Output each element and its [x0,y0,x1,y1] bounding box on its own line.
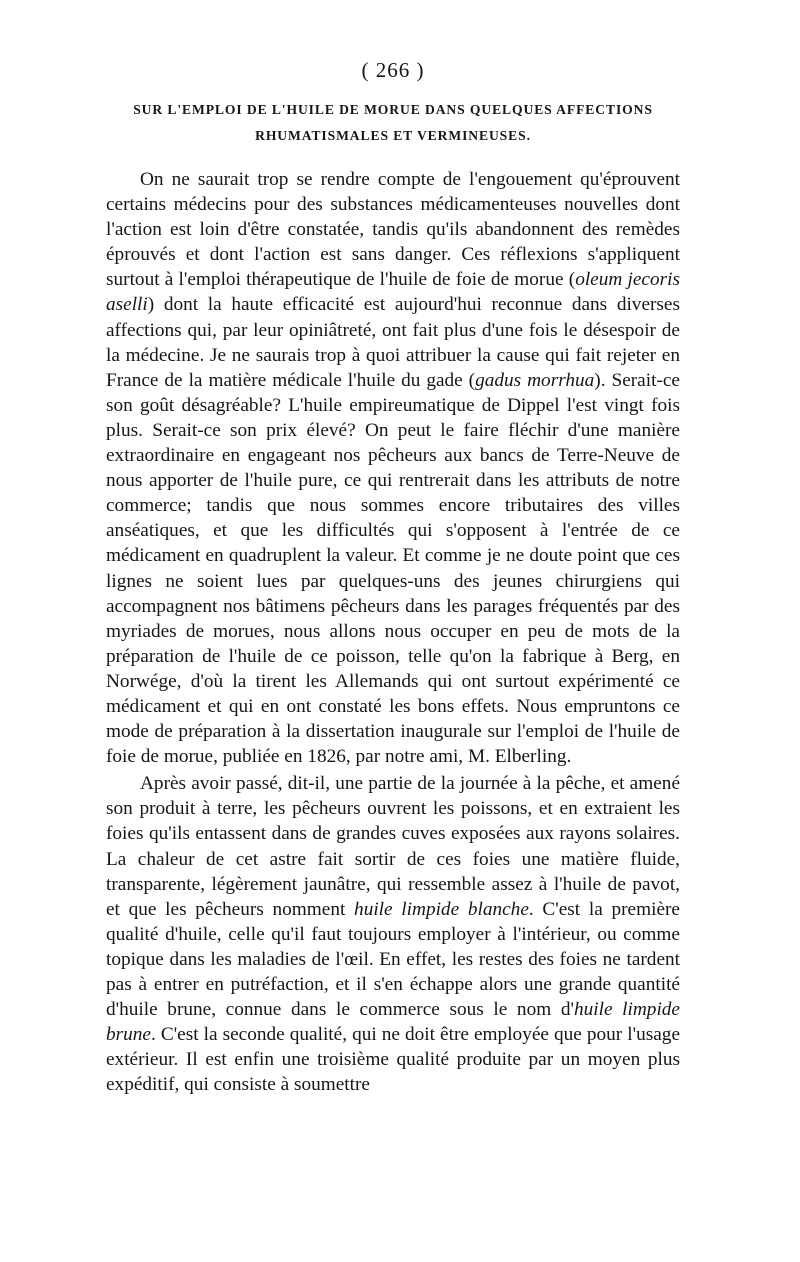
text-segment: ). Serait-ce son goût désagréable? L'huile empireumatique de Dippel l'est vingt fois plus. Serait-ce son prix élevé? On peut le faire fléchir d'une manière extraordinaire en engageant nos pêcheurs aux bancs de Terre-Neuve de nous apporter de l'huile pure, ce qui rentrerait dans les attributs de notre commerce; tandis que nous sommes encore tributaires des villes anséatiques, et que les difficultés qui s'opposent à l'entrée de ce médicament en quadruplent la valeur. Et comme je ne doute point que ces lignes ne soient lues par quelques-uns des jeunes chirurgiens qui accompagnent nos bâtimens pêcheurs dans les parages fréquentés par des myriades de morues, nous allons nous occuper en peu de mots de la préparation de l'huile de ce poisson, telle qu'on la fabrique à Berg, en Norwége, d'où la tirent les Allemands qui ont surtout expérimenté ce médicament et qui en ont constaté les bons effets. Nous empruntons ce mode de préparation à la dissertation inaugurale sur l'emploi de l'huile de foie de morue, publiée en 1826, par notre ami, M. Elberling. [106,369,680,768]
article-title [106,97,680,149]
article-title-line-2: RHUMATISMALES ET VERMINEUSES. [255,128,531,143]
article-title-line-1: SUR L'EMPLOI DE L'HUILE DE MORUE DANS QUELQUES AFFECTIONS [133,102,653,117]
book-page [106,58,680,1097]
italic-term: oleum jecoris aselli [106,269,680,316]
text-segment: On ne saurait trop se rendre compte de l'engouement qu'éprouvent certains médecins pour des substances médicamenteuses nouvelles dont l'action est loin d'être constatée, tandis qu'ils abandonnent des remèdes éprouvés et dont l'action est sans danger. Ces réflexions s'appliquent surtout à l'emploi thérapeutique de l'huile de foie de morue ( [106,169,680,291]
paragraph-2 [106,771,680,1097]
text-segment: Après avoir passé, dit-il, une partie de la journée à la pêche, et amené son produit à terre, les pêcheurs ouvrent les poissons, et en extraient les foies qu'ils entassent dans de grandes cuves exposées aux rayons solaires. La chaleur de cet astre fait sortir de ces foies une matière fluide, transparente, légèrement jaunâtre, qui ressemble assez à l'huile de pavot, et que les pêcheurs nomment [106,773,680,920]
italic-term: gadus morrhua [475,369,595,391]
italic-term: huile limpide brune [106,999,680,1046]
paragraph-1 [106,167,680,769]
page-number: ( 266 ) [361,58,425,82]
text-segment: ) dont la haute efficacité est aujourd'hui reconnue dans diverses affections qui, par leur opiniâtreté, ont fait plus d'une fois le désespoir de la médecine. Je ne saurais trop à quoi attribuer la cause qui fait rejeter en France de la matière médicale l'huile du gade ( [106,294,680,391]
text-segment: . C'est la première qualité d'huile, celle qu'il faut toujours employer à l'intérieur, ou comme topique dans les maladies de l'œil. En effet, les restes des foies ne tardent pas à entrer en putréfaction, et il s'en échappe alors une grande quantité d'huile brune, connue dans le commerce sous le nom d' [106,898,680,1021]
text-segment: . C'est la seconde qualité, qui ne doit être employée que pour l'usage extérieur. Il est enfin une troisième qualité produite par un moyen plus expéditif, qui consiste à soumettre [106,1024,680,1096]
italic-term: huile limpide blanche [354,898,529,920]
